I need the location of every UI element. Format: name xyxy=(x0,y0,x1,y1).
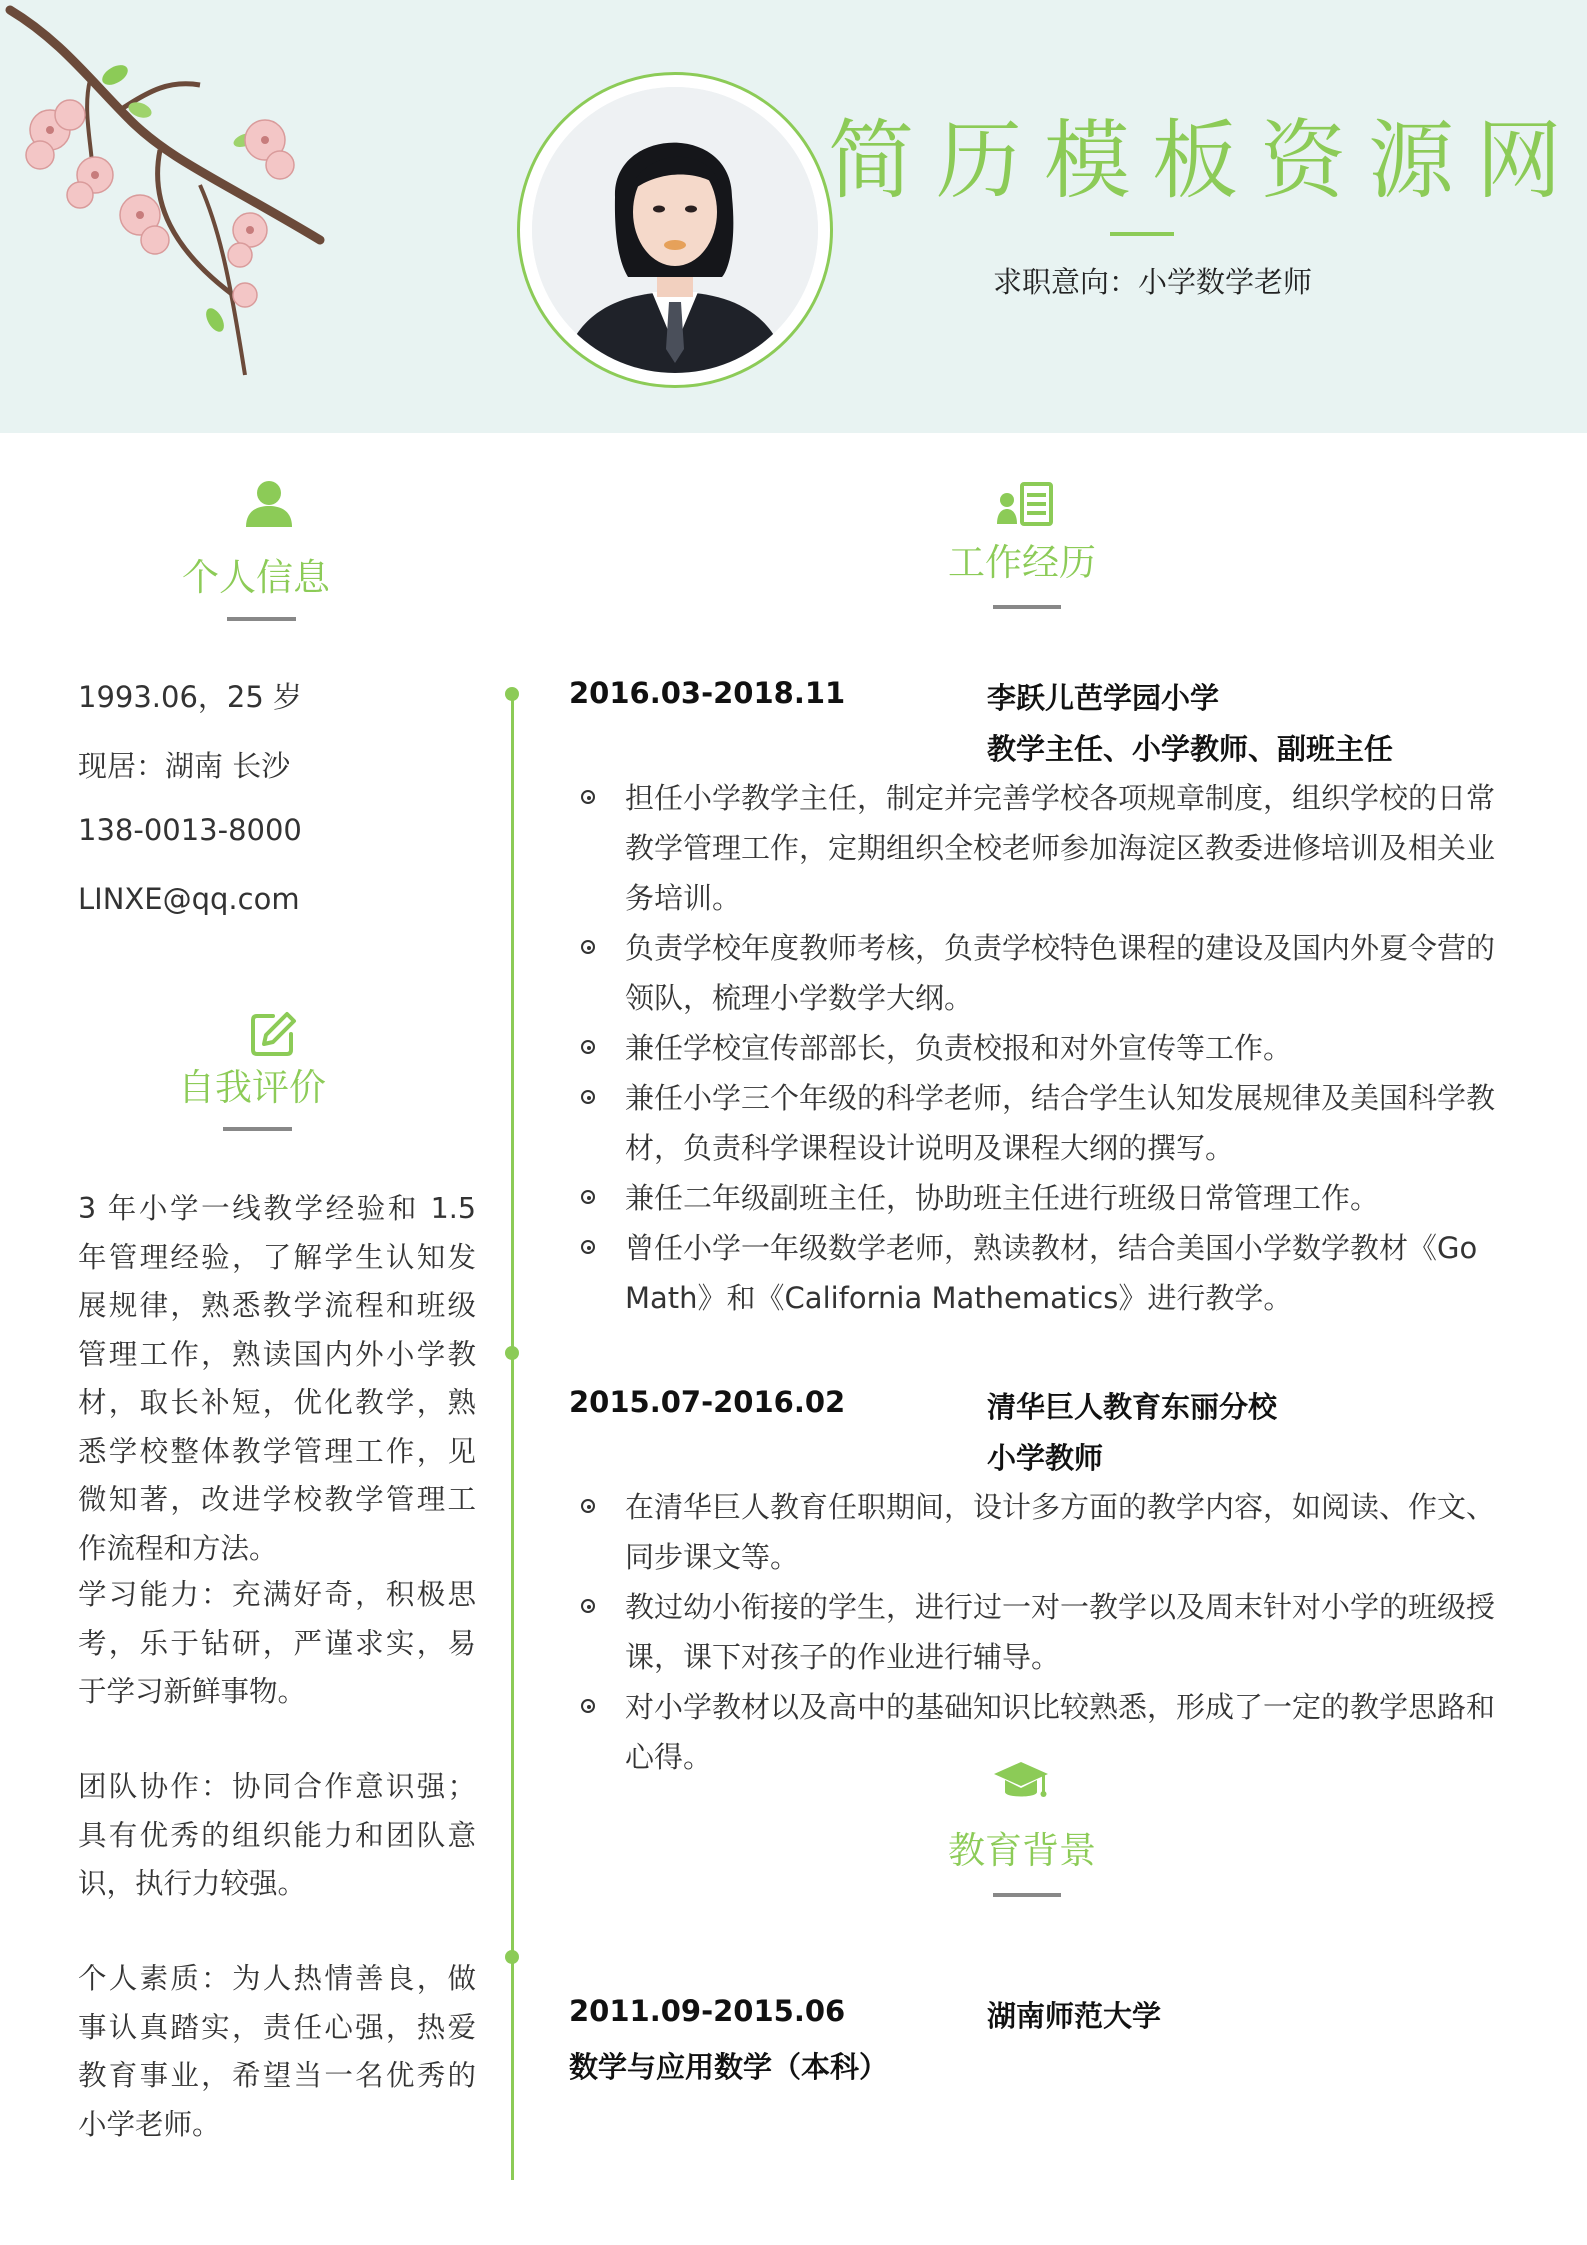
phone: 138-0013-8000 xyxy=(78,813,302,847)
avatar xyxy=(532,87,818,373)
list-item: 兼任小学三个年级的科学老师，结合学生认知发展规律及美国科学教材，负责科学课程设计说明及课程大纲的撰写。 xyxy=(569,1073,1509,1173)
timeline-dot xyxy=(505,687,519,701)
job-date: 2016.03-2018.11 xyxy=(569,676,846,710)
location: 现居：湖南 长沙 xyxy=(78,749,291,783)
work-underline xyxy=(993,605,1061,609)
blossom-branch-decoration xyxy=(0,0,330,390)
education-title: 教育背景 xyxy=(948,1829,1096,1872)
self-eval-title: 自我评价 xyxy=(178,1066,326,1109)
education-underline xyxy=(993,1893,1061,1897)
job-date: 2015.07-2016.02 xyxy=(569,1385,846,1419)
list-item: 曾任小学一年级数学老师，熟读教材，结合美国小学数学教材《Go Math》和《California Mathematics》进行教学。 xyxy=(569,1223,1509,1323)
resume-name: 简历模板资源网 xyxy=(828,111,1584,211)
self-eval-paragraph: 3 年小学一线教学经验和 1.5 年管理经验，了解学生认知发展规律，熟悉教学流程和班级管理工作，熟读国内外小学教材，取长补短，优化教学，熟悉学校整体教学管理工作，见微知著，改进学校教学管理工作流程和方法。 xyxy=(78,1192,476,1565)
list-item: 担任小学教学主任，制定并完善学校各项规章制度，组织学校的日常教学管理工作，定期组织全校老师参加海淀区教委进修培训及相关业务培训。 xyxy=(569,773,1509,923)
self-eval-underline xyxy=(223,1127,292,1131)
list-item: 在清华巨人教育任职期间，设计多方面的教学内容，如阅读、作文、同步课文等。 xyxy=(569,1482,1509,1582)
job-org: 李跃儿芭学园小学 xyxy=(987,681,1220,715)
personal-quality-paragraph: 个人素质：为人热情善良，做事认真踏实，责任心强，热爱教育事业，希望当一名优秀的小学老师。 xyxy=(78,1962,476,2141)
edu-date: 2011.09-2015.06 xyxy=(569,1994,846,2028)
user-icon xyxy=(243,477,295,529)
teamwork-paragraph: 团队协作：协同合作意识强；具有优秀的组织能力和团队意识，执行力较强。 xyxy=(78,1770,476,1900)
list-item: 教过幼小衔接的学生，进行过一对一教学以及周末针对小学的班级授课，课下对孩子的作业进行辅导。 xyxy=(569,1582,1509,1682)
learning-ability-paragraph: 学习能力：充满好奇，积极思考，乐于钻研，严谨求实，易于学习新鲜事物。 xyxy=(78,1578,476,1708)
list-item: 负责学校年度教师考核，负责学校特色课程的建设及国内外夏令营的领队，梳理小学数学大纲。 xyxy=(569,923,1509,1023)
list-item: 对小学教材以及高中的基础知识比较熟悉，形成了一定的教学思路和心得。 xyxy=(569,1682,1509,1782)
personal-info-title: 个人信息 xyxy=(182,556,330,599)
job-objective: 求职意向：小学数学老师 xyxy=(993,265,1313,299)
list-item: 兼任学校宣传部部长，负责校报和对外宣传等工作。 xyxy=(569,1023,1509,1073)
graduation-cap-icon xyxy=(993,1760,1049,1804)
email: LINXE@qq.com xyxy=(78,882,300,916)
job-org: 清华巨人教育东丽分校 xyxy=(987,1390,1278,1424)
job-role: 教学主任、小学教师、副班主任 xyxy=(987,732,1394,766)
personal-info-underline xyxy=(227,617,296,621)
work-title: 工作经历 xyxy=(948,541,1096,584)
timeline-dot xyxy=(505,1950,519,1964)
timeline-dot xyxy=(505,1346,519,1360)
job-role: 小学教师 xyxy=(987,1441,1104,1475)
birth-age: 1993.06，25 岁 xyxy=(78,680,303,714)
name-underline xyxy=(1110,232,1174,236)
job-bullets xyxy=(569,1482,1509,1782)
edu-major: 数学与应用数学（本科） xyxy=(569,2050,889,2084)
edit-icon xyxy=(249,1010,297,1058)
resume-list-icon xyxy=(997,482,1053,526)
list-item: 兼任二年级副班主任，协助班主任进行班级日常管理工作。 xyxy=(569,1173,1509,1223)
edu-school: 湖南师范大学 xyxy=(987,1999,1162,2033)
job-bullets xyxy=(569,773,1509,1323)
